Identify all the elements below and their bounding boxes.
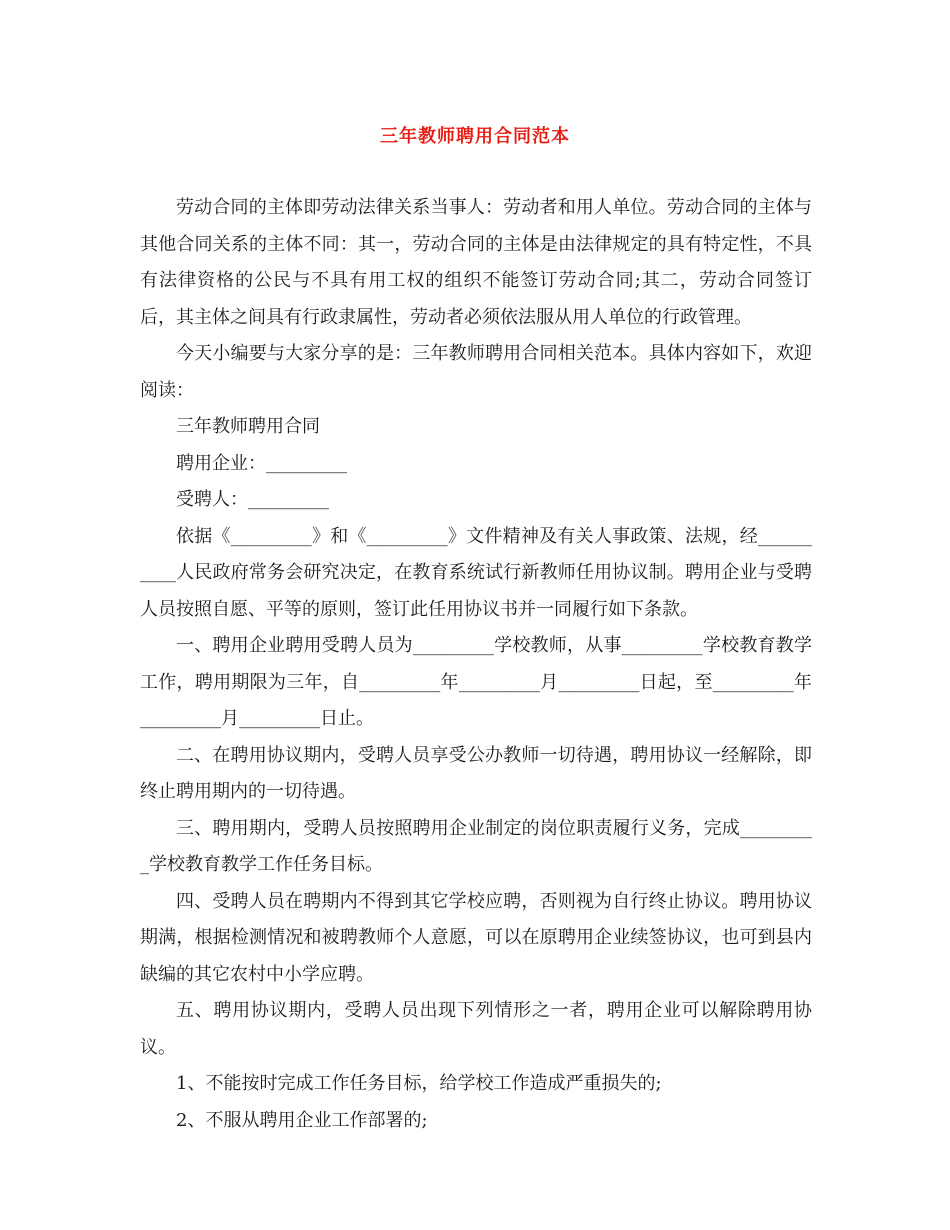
contract-heading: 三年教师聘用合同 [176, 416, 320, 437]
paragraph-basis: 依据《_________》和《_________》文件精神及有关人事政策、法规，经__________人民政府常务会研究决定，在教育系统试行新教师任用协议制。聘用企业与受聘人员按照自愿、平等的原则，签订此任用协议书并一同履行如下条款。 [140, 525, 812, 620]
clause-4: 四、受聘人员在聘期内不得到其它学校应聘，否则视为自行终止协议。聘用协议期满，根据检测情况和被聘教师个人意愿，可以在原聘用企业续签协议，也可到县内缺编的其它农村中小学应聘。 [140, 890, 812, 985]
employer-field: 聘用企业：_________ [176, 452, 347, 474]
document-body [140, 190, 812, 1139]
paragraph-share: 今天小编要与大家分享的是：三年教师聘用合同相关范本。具体内容如下，欢迎阅读： [140, 343, 812, 401]
clause-3: 三、聘用期内，受聘人员按照聘用企业制定的岗位职责履行义务，完成_________学校教育教学工作任务目标。 [140, 817, 812, 875]
clause-5-item-1: 1、不能按时完成工作任务目标，给学校工作造成严重损失的; [176, 1073, 662, 1094]
clause-1: 一、聘用企业聘用受聘人员为_________学校教师，从事_________学校教育教学工作，聘用期限为三年，自_________年_________月_________日起，至_________年_________月_________日止。 [140, 635, 812, 729]
document-title: 三年教师聘用合同范本 [380, 126, 570, 147]
clause-5-item-2: 2、不服从聘用企业工作部署的; [176, 1109, 428, 1131]
clause-5: 五、聘用协议期内，受聘人员出现下列情形之一者，聘用企业可以解除聘用协议。 [140, 1000, 812, 1058]
employee-field: 受聘人：_________ [176, 489, 329, 510]
clause-2: 二、在聘用协议期内，受聘人员享受公办教师一切待遇，聘用协议一经解除，即终止聘用期内的一切待遇。 [140, 744, 812, 802]
paragraph-intro: 劳动合同的主体即劳动法律关系当事人：劳动者和用人单位。劳动合同的主体与其他合同关系的主体不同：其一，劳动合同的主体是由法律规定的具有特定性，不具有法律资格的公民与不具有用工权的组织不能签订劳动合同;其二，劳动合同签订后，其主体之间具有行政隶属性，劳动者必须依法服从用人单位的行政管理。 [140, 197, 812, 328]
